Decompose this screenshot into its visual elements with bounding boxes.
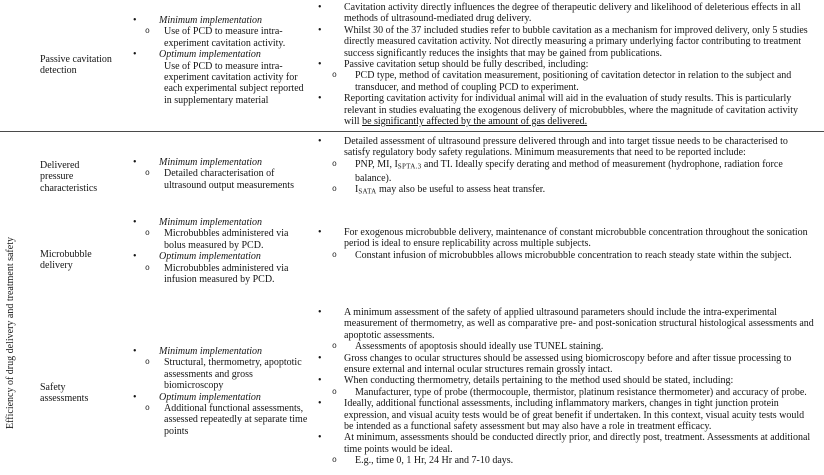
bullet-item [312,341,814,352]
plain-text: E.g., time 0, 1 Hr, 24 Hr and 7-10 days. [355,455,514,467]
plain-text: Minimum implementation [159,157,263,168]
bullet-item [312,2,814,25]
bullet-item [312,387,814,398]
disc-bullet-marker: • [318,352,322,364]
plain-text: Structural, thermometry, apoptotic assessments and gross biomicroscopy [164,357,302,392]
implementation-cell [130,213,312,285]
notes-cell [312,0,824,127]
plain-text: Minimum implementation [159,217,263,228]
plain-text: and TI. Ideally specify derating and method of measurement (hydrophone, radiation force balance). [355,158,783,184]
bullet-text [159,346,312,357]
bullet-text [344,375,814,386]
implementation-list [130,217,312,285]
bullet-text [355,341,814,352]
table-row-microbubble-delivery [0,213,824,303]
circle-bullet-marker: o [145,358,150,368]
bullet-text [344,227,814,250]
bullet-item [312,59,814,70]
disc-bullet-marker: • [133,251,137,263]
bullet-item [130,357,312,391]
disc-bullet-marker: • [133,346,137,357]
plain-text: Detailed assessment of ultrasound pressure delivered through and into target tissue needs to be characterised to satisfy regulatory body safety regulations. Minimum measurements that need to be reported include: [344,136,788,159]
notes-cell [312,132,824,198]
plain-text: Manufacturer, type of probe (thermocouple, thermistor, platinum resistance thermometer) and accuracy of probe. [355,386,807,398]
plain-text: PNP, MI, I [355,158,398,170]
bullet-item [130,61,312,107]
disc-bullet-marker: • [318,136,322,147]
bullet-item [312,136,814,159]
table-row-delivered-pressure-characteristics [0,132,824,213]
disc-bullet-marker: • [318,398,322,410]
bullet-item [312,250,814,261]
circle-bullet-marker: o [145,169,150,179]
disc-bullet-marker: • [133,217,137,228]
bullet-item [312,184,814,198]
bullet-item [130,346,312,357]
bullet-item [312,432,814,455]
bullet-text [164,357,312,391]
plain-text: For exogenous microbubble delivery, maintenance of constant microbubble concentration throughout the sonication period is ideal to ensure replicability across multiple subjects. [344,227,808,250]
plain-text: A minimum assessment of the safety of applied ultrasound parameters should include the intra-experimental measurement of thermometry, as well as comparative pre- and post-sonication structural histological assessments and apoptotic assessments. [344,307,814,341]
bullet-item [130,251,312,262]
plain-text: Ideally, additional functional assessments, including inflammatory markers, changes in tight junction protein expression, and visual acuity tests would be of great benefit if undertaken. In this context, visual acuity tests would be intended as a functional safety assessment but may also have a role in treatment efficacy. [344,398,805,433]
bullet-text [355,387,814,398]
plain-text: Detailed characterisation of ultrasound output measurements [164,168,294,191]
bullet-text [164,403,312,437]
circle-bullet-marker: o [145,27,150,37]
bullet-text [159,15,312,26]
implementation-cell [130,303,312,437]
bullet-text [355,250,814,261]
plain-text: Assessments of apoptosis should ideally use TUNEL staining. [355,341,604,353]
bullet-text [344,398,814,432]
disc-bullet-marker: • [318,307,322,318]
table-row-passive-cavitation-detection [0,0,824,132]
circle-bullet-marker: o [145,263,150,273]
bullet-item [130,217,312,228]
plain-text: Use of PCD to measure intra-experiment cavitation activity for each experimental subject reported in supplementary material [164,60,304,106]
circle-bullet-marker: o [332,159,337,169]
notes-list [312,307,814,467]
plain-text: Minimum implementation [159,15,263,26]
bullet-text [159,49,312,60]
bullet-text [164,263,312,286]
disc-bullet-marker: • [133,49,137,61]
bullet-item [130,49,312,60]
notes-cell [312,213,824,261]
circle-bullet-marker: o [332,185,337,195]
disc-bullet-marker: • [318,2,322,13]
bullet-item [130,26,312,49]
plain-text: When conducting thermometry, details pertaining to the method used should be stated, including: [344,375,734,387]
plain-text: Reporting cavitation activity for individual animal will aid in the evaluation of study results. This is particularly relevant in studies evaluating the exogenous delivery of microbubbles, where the magnitude of cavitation activity will [344,93,799,128]
implementation-list [130,346,312,437]
plain-text: I [355,184,359,196]
bullet-text [159,217,312,228]
row-label: Passive cavitation detection [40,54,112,77]
bullet-text [159,251,312,262]
plain-text: Passive cavitation setup should be fully described, including: [344,59,589,71]
bullet-text [164,26,312,49]
notes-cell [312,303,824,467]
bullet-text [164,61,312,107]
disc-bullet-marker: • [318,432,322,444]
bullet-item [130,228,312,251]
bullet-text [355,70,814,93]
plain-text: PCD type, method of cavitation measurement, positioning of cavitation detector in relation to the subject and transducer, and method of coupling PCD to experiment. [355,70,792,93]
row-group-vertical-label: Efficiency of drug delivery and treatment safety [5,237,16,429]
plain-text: Whilst 30 of the 37 included studies refer to bubble cavitation as a mechanism for improved delivery, only 5 studies directly measured cavitation activity. Not directly measuring a primary underlying factor contributing to treatment success significantly reduces the insights that may be gained from publications. [344,24,808,59]
table-row-safety-assessments [0,303,824,475]
bullet-item [312,455,814,466]
bullet-item [312,93,814,127]
disc-bullet-marker: • [133,391,137,403]
implementation-cell [130,132,312,191]
plain-text: Microbubbles administered via bolus measured by PCD. [164,228,289,251]
disc-bullet-marker: • [318,24,322,36]
implementation-list [130,157,312,191]
plain-text: Optimum implementation [159,391,261,403]
circle-bullet-marker: o [332,456,337,466]
bullet-item [130,15,312,26]
bullet-text [159,392,312,403]
row-label: Safety assessments [40,382,89,405]
bullet-text [344,136,814,159]
bullet-text [344,93,814,127]
bullet-text [355,184,814,198]
bullet-item [130,392,312,403]
bullet-text [344,25,814,59]
bullet-item [312,25,814,59]
plain-text: may also be useful to assess heat transfer. [376,184,546,196]
plain-text: Gross changes to ocular structures should be assessed using biomicroscopy before and after tissue processing to ensure external and internal ocular structures remain grossly intact. [344,352,792,376]
row-label: Delivered pressure characteristics [40,160,98,194]
bullet-item [312,159,814,184]
bullet-text [344,432,814,455]
implementation-cell [130,0,312,106]
bullet-text [344,307,814,341]
disc-bullet-marker: • [318,93,322,105]
disc-bullet-marker: • [318,375,322,387]
bullet-item [130,263,312,286]
bullet-text [355,455,814,466]
circle-bullet-marker: o [145,404,150,414]
plain-text: Optimum implementation [159,251,261,263]
plain-text: At minimum, assessments should be conducted directly prior, and directly post, treatment. Assessments at additional time points would be ideal. [344,432,811,455]
bullet-item [130,168,312,191]
underlined-text: be significantly affected by the amount of gas delivered. [362,116,588,128]
plain-text: Microbubbles administered via infusion measured by PCD. [164,262,289,286]
bullet-item [312,307,814,341]
circle-bullet-marker: o [332,387,337,397]
disc-bullet-marker: • [133,15,137,26]
bullet-text [159,157,312,168]
circle-bullet-marker: o [332,342,337,352]
plain-text: Constant infusion of microbubbles allows microbubble concentration to reach steady state within the subject. [355,249,792,261]
implementation-list [130,15,312,106]
bullet-item [312,375,814,386]
plain-text: Additional functional assessments, assessed repeatedly at separate time points [164,403,308,437]
row-label: Microbubble delivery [40,249,92,272]
bullet-text [344,59,814,70]
plain-text: Use of PCD to measure intra-experiment cavitation activity. [164,26,286,49]
plain-text: Optimum implementation [159,49,261,61]
plain-text: Cavitation activity directly influences the degree of therapeutic delivery and likelihood of deleterious effects in all methods of ultrasound-mediated drug delivery. [344,2,801,25]
bullet-item [312,227,814,250]
bullet-item [312,353,814,376]
subscript-text: SPTA.3 [397,162,422,171]
disc-bullet-marker: • [318,59,322,71]
bullet-item [130,157,312,168]
notes-list [312,136,814,198]
bullet-text [344,353,814,376]
notes-list [312,2,814,127]
plain-text: Minimum implementation [159,346,263,357]
subscript-text: SATA [358,187,377,196]
bullet-item [312,70,814,93]
disc-bullet-marker: • [318,227,322,238]
bullet-text [164,168,312,191]
bullet-text [344,2,814,25]
circle-bullet-marker: o [145,229,150,239]
bullet-text [355,159,814,184]
circle-bullet-marker: o [332,71,337,81]
bullet-text [164,228,312,251]
notes-list [312,227,814,261]
circle-bullet-marker: o [332,250,337,260]
disc-bullet-marker: • [133,157,137,168]
bullet-item [312,398,814,432]
bullet-item [130,403,312,437]
